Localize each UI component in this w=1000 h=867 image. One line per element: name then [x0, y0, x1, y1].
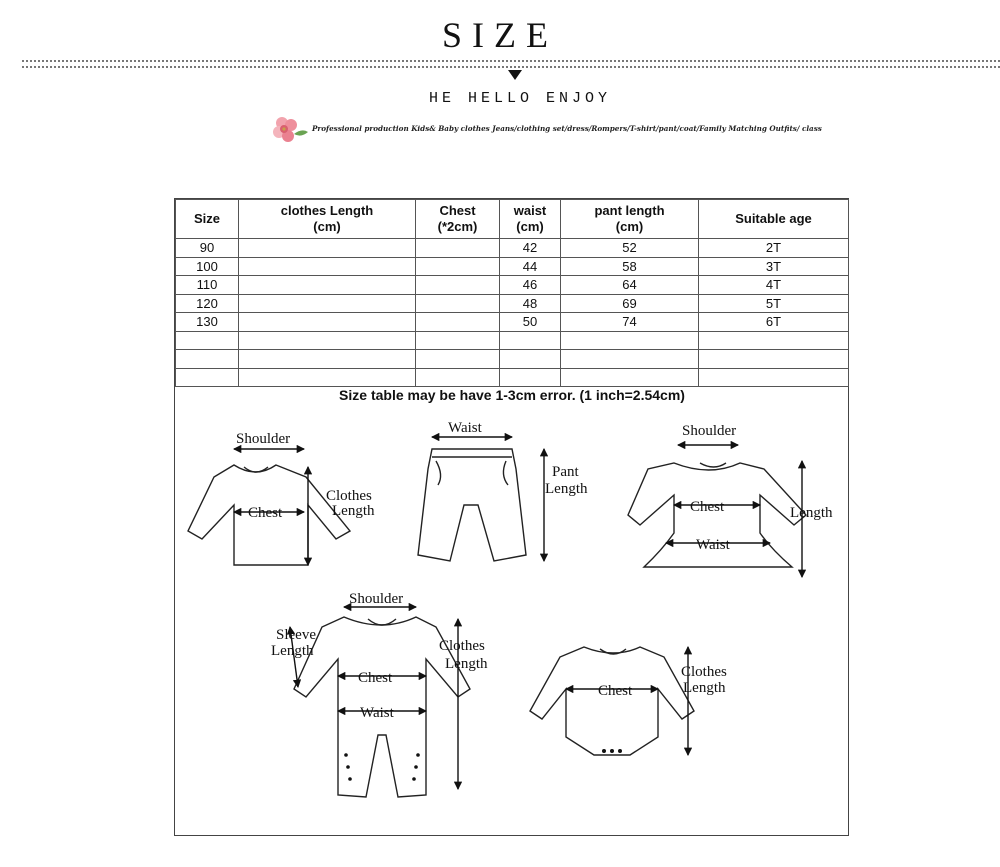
column-header: Suitable age — [699, 200, 849, 239]
table-cell: 90 — [176, 239, 239, 258]
dress-length-label: Length — [790, 505, 833, 521]
table-cell — [239, 257, 416, 276]
table-row — [176, 276, 849, 295]
romper-clothes-label: Clothes — [439, 638, 485, 654]
table-cell — [239, 239, 416, 258]
table-row — [176, 239, 849, 258]
column-header: waist (cm) — [500, 200, 561, 239]
table-header-row — [176, 200, 849, 239]
table-cell: 5T — [699, 294, 849, 313]
snap-dots — [344, 749, 622, 781]
shirt-length-label: Length — [332, 503, 375, 519]
column-header: clothes Length (cm) — [239, 200, 416, 239]
page-title: SIZE — [442, 15, 558, 55]
table-cell: 6T — [699, 313, 849, 332]
table-cell: 130 — [176, 313, 239, 332]
table-row — [176, 313, 849, 332]
dress-shoulder-label: Shoulder — [682, 423, 737, 439]
table-cell: 48 — [500, 294, 561, 313]
table-cell: 44 — [500, 257, 561, 276]
bodysuit-chest-label: Chest — [598, 683, 633, 699]
size-note: Size table may be have 1-3cm error. (1 inch=2.54cm) — [339, 387, 685, 403]
down-arrow-icon — [508, 70, 522, 80]
empty-row — [176, 331, 849, 350]
size-table — [175, 199, 849, 387]
romper-chest-label: Chest — [358, 670, 393, 686]
table-cell: 100 — [176, 257, 239, 276]
pants-diagram — [418, 449, 526, 561]
table-row — [176, 294, 849, 313]
diagram-labels — [236, 420, 833, 721]
table-cell: 110 — [176, 276, 239, 295]
shirt-chest-label: Chest — [248, 505, 283, 521]
bodysuit-clothes-label: Clothes — [681, 664, 727, 680]
shirt-shoulder-label: Shoulder — [236, 431, 291, 447]
divider-top — [22, 60, 1000, 62]
table-cell: 4T — [699, 276, 849, 295]
table-cell: 42 — [500, 239, 561, 258]
column-header: Size — [176, 200, 239, 239]
romper-waist-label: Waist — [360, 705, 394, 721]
shirt-clothes-label: Clothes — [326, 488, 372, 504]
bodysuit-diagram — [530, 647, 694, 755]
dress-waist-label: Waist — [696, 537, 730, 553]
table-cell — [416, 257, 500, 276]
table-cell: 74 — [561, 313, 699, 332]
table-row — [176, 257, 849, 276]
table-cell: 3T — [699, 257, 849, 276]
measurement-diagrams — [174, 405, 849, 835]
bodysuit-length-label: Length — [683, 680, 726, 696]
column-header: Chest (*2cm) — [416, 200, 500, 239]
dress-chest-label: Chest — [690, 499, 725, 515]
table-cell: 58 — [561, 257, 699, 276]
table-cell: 2T — [699, 239, 849, 258]
table-cell: 120 — [176, 294, 239, 313]
romper-sleeve-label: Sleeve — [276, 627, 316, 643]
table-cell: 46 — [500, 276, 561, 295]
table-cell — [416, 313, 500, 332]
table-cell — [416, 294, 500, 313]
romper-shoulder-label: Shoulder — [349, 591, 404, 607]
divider-bottom — [22, 66, 1000, 68]
romper-sleeve-length-label: Length — [271, 643, 314, 659]
pants-pant-label: Pant — [552, 464, 579, 480]
table-cell — [239, 313, 416, 332]
romper-length-label: Length — [445, 656, 488, 672]
table-cell: 50 — [500, 313, 561, 332]
tagline: Professional production Kids& Baby clothes Jeans/clothing set/dress/Rompers/T-shirt/pant/coat/Family Matching Outfits/ class — [312, 124, 822, 133]
table-cell: 52 — [561, 239, 699, 258]
table-cell: 69 — [561, 294, 699, 313]
pants-length-label: Length — [545, 481, 588, 497]
empty-row — [176, 368, 849, 387]
flower-icon — [270, 114, 308, 150]
table-cell — [239, 276, 416, 295]
table-cell — [416, 276, 500, 295]
table-cell — [239, 294, 416, 313]
column-header: pant length (cm) — [561, 200, 699, 239]
table-cell: 64 — [561, 276, 699, 295]
pants-waist-label: Waist — [448, 420, 482, 436]
empty-row — [176, 350, 849, 369]
brand-subtitle: HE HELLO ENJOY — [428, 90, 612, 107]
table-cell — [416, 239, 500, 258]
